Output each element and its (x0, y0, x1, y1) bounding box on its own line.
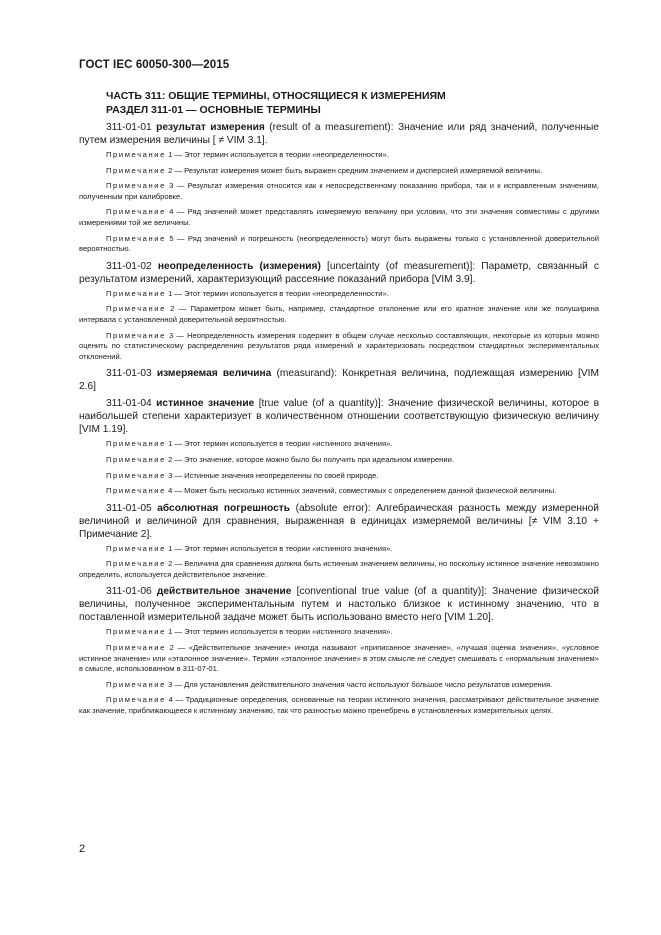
term-entry (79, 260, 599, 286)
note-label: Примечание (106, 439, 166, 449)
note (79, 150, 599, 161)
term-name: измеряемая величина (156, 368, 272, 380)
note (79, 559, 599, 580)
term-number: 311-01-02 (106, 260, 152, 272)
note-text: 2 — Результат измерения может быть выражен средним значением и дисперсией измеряемой величины. (165, 165, 543, 175)
note-text: 1 — Этот термин используется в теории «истинного значения». (165, 627, 393, 637)
term-number: 311-01-04 (106, 398, 152, 410)
document-code: ГОСТ IEC 60050-300—2015 (79, 59, 230, 71)
note-label: Примечание (106, 643, 166, 653)
term-entry (79, 585, 599, 624)
note (79, 207, 599, 228)
note-text: 5 — Ряд значений и погрешность (неопределенность) могут быть выражены только с установленной доверительной вероятностью. (79, 233, 599, 254)
note-label: Примечание (106, 486, 166, 496)
term-definition: [true value (of a quantity)]: Значение физической величины, которое в наибольшей степени характеризует в количественном отношении соответствующую физическую величину [VIM 1.19]. (79, 398, 599, 436)
note (79, 695, 599, 716)
note (79, 486, 599, 497)
term-definition: [conventional true value (of a quantity)]: Значение физической величины, полученное экспериментальным путем и настолько близкое к истинному значению, что в поставленной измерительной задаче может быть использовано вместо него [VIM 1.20]. (79, 586, 599, 624)
note-text: 1 — Этот термин используется в теории «истинного значения». (165, 439, 393, 449)
note-text: 1 — Этот термин используется в теории «неопределенности». (165, 288, 389, 298)
note-text: 2 — Величина для сравнения должна быть истинным значением величины, но поскольку истинное значение невозможно определить, используется действительное значение. (79, 559, 599, 579)
note (79, 289, 599, 300)
term-number: 311-01-05 (106, 502, 152, 514)
note (79, 455, 599, 466)
note-label: Примечание (106, 679, 166, 689)
term-entry (79, 502, 599, 541)
note-text: 3 — Для установления действительного значения часто используют большое число результатов измерения. (165, 679, 553, 689)
term-definition: (measurand): Конкретная величина, подлежащая измерению [VIM 2.6] (79, 368, 599, 393)
part-heading: ЧАСТЬ 311: ОБЩИЕ ТЕРМИНЫ, ОТНОСЯЩИЕСЯ К ИЗМЕРЕНИЯМ (106, 90, 446, 102)
term-name: абсолютная погрешность (157, 502, 291, 514)
term-name: истинное значение (156, 398, 255, 410)
term-definition: (absolute error): Алгебраическая разность между измеренной величиной и величиной для сравнения, выраженная в единицах измеряемой величины [≠ VIM 3.10 + Примечание 2]. (79, 502, 599, 540)
note (79, 544, 599, 555)
note (79, 471, 599, 482)
term-definition: [uncertainty (of measurement)]: Параметр, связанный с результатом измерений, характеризующий рассеяние показаний прибора [VIM 3.9]. (79, 260, 599, 285)
note-label: Примечание (106, 543, 166, 553)
note (79, 166, 599, 177)
note-text: 2 — Параметром может быть, например, стандартное отклонение или его кратное значение или же полуширина интервала с установленной доверительной вероятностью. (79, 304, 599, 324)
note-text: 3 — Неопределенность измерения содержит в общем случае несколько составляющих, некоторые из которых можно оценить по статистическому распределению результатов ряда измерений и характеризовать посредством стандартных экспериментальных отклонений. (79, 330, 599, 361)
note-label: Примечание (106, 627, 166, 637)
note-label: Примечание (106, 304, 166, 314)
note-text: 1 — Этот термин используется в теории «неопределенности». (165, 150, 389, 159)
note-text: 4 — Традиционные определения, основанные на теории истинного значения, рассматривают действительное значение как значение, приближающееся к истинному значению, так что разностью можно пренебречь в установленных измерительных целях. (79, 695, 599, 716)
note-label: Примечание (106, 233, 166, 243)
note-label: Примечание (106, 470, 166, 480)
term-number: 311-01-03 (106, 368, 152, 380)
note-text: 3 — Истинные значения неопределенны по своей природе. (165, 470, 379, 480)
note-label: Примечание (106, 165, 166, 175)
note (79, 181, 599, 202)
note-label: Примечание (106, 330, 166, 340)
term-entry (79, 121, 599, 147)
note-text: 1 — Этот термин используется в теории «истинного значения». (165, 543, 393, 553)
page-number: 2 (79, 843, 86, 855)
term-entry (79, 397, 599, 436)
term-number: 311-01-01 (106, 122, 152, 133)
note-text: 3 — Результат измерения относится как к непосредственному показанию прибора, так и к исправленным значениям, полученным при калибровке. (79, 181, 599, 201)
note-text: 4 — Ряд значений может представлять измеряемую величину при условии, что эти значения совместимы с другими измерениями той же величины. (79, 207, 599, 227)
note (79, 627, 599, 638)
note (79, 234, 599, 255)
note-label: Примечание (106, 288, 166, 298)
note-text: 4 — Может быть несколько истинных значений, совместимых с определением данной физической величины. (165, 486, 557, 496)
note-label: Примечание (106, 181, 166, 191)
term-definition: (result of a measurement): Значение или ряд значений, полученные путем измерения величины [ ≠ VIM 3.1]. (79, 122, 599, 146)
note-label: Примечание (106, 559, 166, 569)
page-content (79, 89, 599, 722)
note-text: 2 — «Действительное значение» иногда называют «приписанное значение», «лучшая оценка значения», «условное истинное значение» или «эталонное значение». Термин «эталонное значение» в этом смысле не следует смешивать с «нормальным значением» в смысле, использованном в 311-07-01. (79, 643, 599, 674)
term-name: действительное значение (156, 586, 292, 598)
note-label: Примечание (106, 150, 166, 159)
note-label: Примечание (106, 695, 166, 705)
note-label: Примечание (106, 454, 166, 464)
term-name: неопределенность (измерения) (157, 260, 321, 272)
note (79, 304, 599, 325)
term-name: результат измерения (156, 122, 265, 133)
section-heading: РАЗДЕЛ 311-01 — ОСНОВНЫЕ ТЕРМИНЫ (106, 104, 321, 116)
note-label: Примечание (106, 207, 166, 217)
note (79, 680, 599, 691)
note (79, 331, 599, 363)
note (79, 439, 599, 450)
term-number: 311-01-06 (106, 586, 152, 598)
note (79, 643, 599, 675)
term-entry (79, 367, 599, 393)
note-text: 2 — Это значение, которое можно было бы получить при идеальном измерении. (165, 454, 454, 464)
